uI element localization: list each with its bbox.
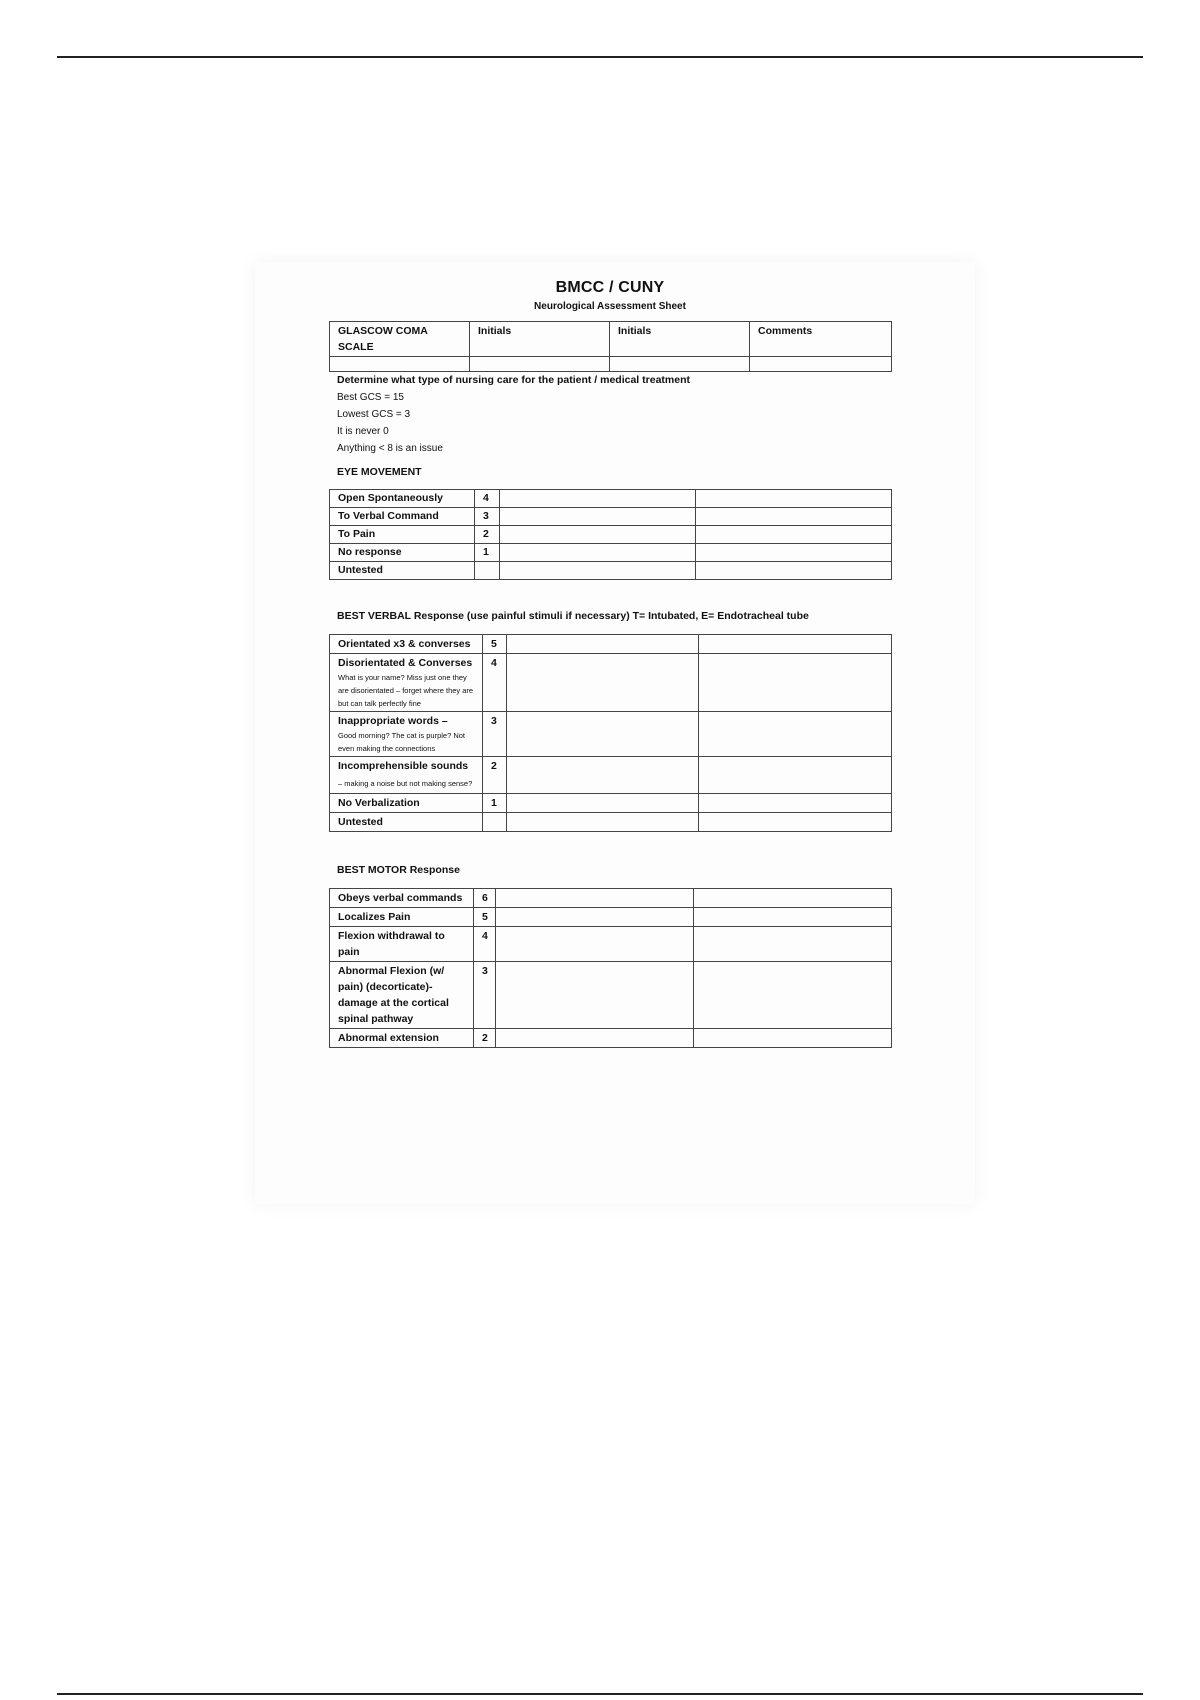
table-row [330, 757, 892, 794]
blank-cell [500, 562, 696, 580]
eye-score-cell: 2 [475, 526, 500, 544]
eye-label-cell: To Verbal Command [330, 508, 475, 526]
care-heading: Determine what type of nursing care for the patient / medical treatment [337, 374, 690, 386]
verbal-label-cell [330, 794, 483, 813]
table-row [330, 1029, 892, 1048]
motor-label-cell: Abnormal extension [330, 1029, 474, 1048]
blank-cell [694, 889, 892, 908]
table-row [330, 544, 892, 562]
gcs-header-row [330, 322, 892, 357]
footer-rule [57, 1693, 1143, 1695]
blank-cell [699, 712, 892, 757]
table-row [330, 908, 892, 927]
blank-cell [500, 526, 696, 544]
gcs-header-cell: Comments [750, 322, 892, 357]
motor-response-table [329, 888, 892, 1048]
table-row [330, 635, 892, 654]
motor-label-cell: Abnormal Flexion (w/ pain) (decorticate)- damage at the cortical spinal pathway [330, 962, 474, 1029]
care-line: Best GCS = 15 [337, 392, 404, 403]
blank-cell [694, 962, 892, 1029]
verbal-label: Disorientated & Converses [338, 657, 473, 669]
blank-cell [507, 794, 699, 813]
table-row [330, 654, 892, 712]
care-line: Lowest GCS = 3 [337, 409, 411, 420]
blank-cell [694, 908, 892, 927]
table-row [330, 712, 892, 757]
gcs-header-cell: Initials [470, 322, 610, 357]
motor-score-cell: 2 [474, 1029, 496, 1048]
verbal-score-cell: 1 [483, 794, 507, 813]
verbal-label-cell [330, 635, 483, 654]
blank-cell [507, 712, 699, 757]
verbal-label: No Verbalization [338, 797, 420, 809]
verbal-label: Incomprehensible sounds [338, 760, 469, 772]
verbal-response-table [329, 634, 892, 832]
verbal-note: Good morning? The cat is purple? Not even making the connections [338, 731, 466, 753]
blank-cell [696, 526, 892, 544]
motor-score-cell: 3 [474, 962, 496, 1029]
gcs-header-cell: Initials [610, 322, 750, 357]
verbal-label: Untested [338, 816, 383, 828]
eye-score-cell [475, 562, 500, 580]
verbal-score-cell: 2 [483, 757, 507, 794]
eye-score-cell: 1 [475, 544, 500, 562]
motor-label-cell: Obeys verbal commands [330, 889, 474, 908]
gcs-table [329, 321, 892, 372]
table-row [330, 889, 892, 908]
blank-cell [696, 562, 892, 580]
blank-cell [507, 635, 699, 654]
table-row [330, 927, 892, 962]
eye-label-cell: Open Spontaneously [330, 490, 475, 508]
eye-label-cell: To Pain [330, 526, 475, 544]
table-row [330, 813, 892, 832]
care-lines [329, 389, 891, 457]
blank-cell [699, 654, 892, 712]
table-row [330, 794, 892, 813]
table-row [330, 490, 892, 508]
document-page [255, 262, 975, 1204]
blank-cell [496, 908, 694, 927]
verbal-score-cell: 3 [483, 712, 507, 757]
table-row [330, 526, 892, 544]
motor-response-heading: BEST MOTOR Response [337, 864, 460, 876]
table-row [330, 562, 892, 580]
blank-cell [696, 490, 892, 508]
verbal-score-cell: 5 [483, 635, 507, 654]
document-title: BMCC / CUNY [555, 279, 665, 296]
blank-cell [496, 962, 694, 1029]
verbal-label: Orientated x3 & converses [338, 638, 471, 650]
motor-label-cell: Flexion withdrawal to pain [330, 927, 474, 962]
blank-cell [500, 508, 696, 526]
verbal-label-cell [330, 757, 483, 794]
motor-label-cell: Localizes Pain [330, 908, 474, 927]
verbal-label-cell [330, 813, 483, 832]
blank-cell [507, 813, 699, 832]
blank-cell [500, 490, 696, 508]
eye-label-cell: No response [330, 544, 475, 562]
motor-score-cell: 6 [474, 889, 496, 908]
blank-cell [699, 813, 892, 832]
verbal-label: Inappropriate words – [338, 715, 448, 727]
gcs-header-cell: GLASCOW COMA SCALE [330, 322, 470, 357]
eye-score-cell: 4 [475, 490, 500, 508]
document-content [329, 262, 891, 1048]
eye-score-cell: 3 [475, 508, 500, 526]
blank-cell [694, 1029, 892, 1048]
motor-score-cell: 4 [474, 927, 496, 962]
eye-movement-table [329, 489, 892, 580]
eye-movement-heading: EYE MOVEMENT [337, 466, 422, 478]
verbal-inline-note: – making a noise but not making sense? [338, 779, 473, 788]
gcs-empty-cell [750, 357, 892, 372]
blank-cell [696, 544, 892, 562]
eye-label-cell: Untested [330, 562, 475, 580]
verbal-note: What is your name? Miss just one they are disorientated – forget where they are but can talk perfectly fine [338, 673, 474, 708]
blank-cell [496, 1029, 694, 1048]
blank-cell [496, 889, 694, 908]
table-row [330, 508, 892, 526]
gcs-empty-cell [330, 357, 470, 372]
table-row [330, 962, 892, 1029]
verbal-response-heading: BEST VERBAL Response (use painful stimuli if necessary) T= Intubated, E= Endotracheal tube [337, 610, 809, 622]
document-subtitle: Neurological Assessment Sheet [534, 301, 686, 312]
verbal-label-cell [330, 712, 483, 757]
blank-cell [500, 544, 696, 562]
verbal-label-cell [330, 654, 483, 712]
blank-cell [507, 757, 699, 794]
blank-cell [507, 654, 699, 712]
blank-cell [699, 757, 892, 794]
gcs-empty-row [330, 357, 892, 372]
blank-cell [699, 635, 892, 654]
gcs-empty-cell [610, 357, 750, 372]
header-rule [57, 56, 1143, 58]
blank-cell [694, 927, 892, 962]
care-line: Anything < 8 is an issue [337, 443, 443, 454]
care-line: It is never 0 [337, 426, 389, 437]
motor-score-cell: 5 [474, 908, 496, 927]
gcs-empty-cell [470, 357, 610, 372]
verbal-score-cell [483, 813, 507, 832]
blank-cell [696, 508, 892, 526]
blank-cell [699, 794, 892, 813]
blank-cell [496, 927, 694, 962]
verbal-score-cell: 4 [483, 654, 507, 712]
